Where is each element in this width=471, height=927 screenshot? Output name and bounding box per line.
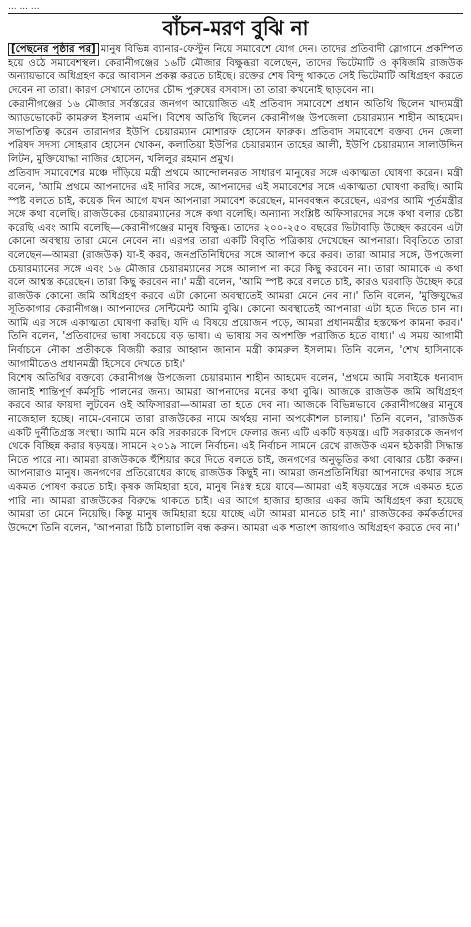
paragraph-1-text: মানুষ বিভিন্ন ব্যানার-ফেস্টুন নিয়ে সমাবেশে যোগ দেন। তাদের প্রতিবাদী স্লোগানে প্রকম্পিত হয়ে ওঠে সমাবেশস্থল। কেরানীগঞ্জের ১৬টি মৌজার বিক্ষুব্ধরা বলেছেন, তাদের ভিটেমাটি ও কৃষিজমি রাজউক অন্যায়ভাবে অধিগ্রহণ করে আবাসন প্রকল্প করতে চাইছে। রক্তের শেষ বিন্দু থাকতে সেই ভিটেমাটি অধিগ্রহণ করতে দেবেন না তারা। কারণ সেখানে তাদের চৌদ্দ পুরুষের বসবাস। তা তারা কখনোই ছাড়বেন না।	[8, 44, 463, 96]
article-body	[8, 43, 463, 535]
paragraph-3: প্রতিবাদ সমাবেশের মঞ্চে দাঁড়িয়ে মন্ত্রী প্রথমে আন্দোলনরত সাধারণ মানুষের সঙ্গে একাত্মতা ঘোষণা করেন। মন্ত্রী বলেন, 'আমি প্রথমে আপনাদের এই দাবির সঙ্গে, আপনাদের এই সমাবেশের সঙ্গে একাত্মতা ঘোষণা করছি। আমি স্পষ্ট বলতে চাই, কয়েক দিন আগে যখন আপনারা সমাবেশ করেছেন, মানববন্ধন করেছেন, এরপর আমি পূর্তমন্ত্রীর সঙ্গে কথা বলেছি। রাজউকের চেয়ারম্যানের সঙ্গে কথা বলেছি। অন্যান্য সংশ্লিষ্ট অফিসারদের সঙ্গে কথা বলার চেষ্টা করেছি এবং আমি বলেছি—কেরানীগঞ্জের মানুষ বিক্ষুব্ধ। তাদের ২০০-২৫০ বছরের ভিটাবাড়ি উচ্ছেদ করবেন এটা কোনো অবস্থায় তারা মেনে নেবেন না। এরপর তারা একটি বিবৃতি পত্রিকায় দেখেছেন আপনারা। বিবৃতিতে তারা বলেছেন—আমরা (রাজউক) যা-ই করব, জনপ্রতিনিধিদের সঙ্গে আলাপ করে করব। তারা আমার সঙ্গে, উপজেলা চেয়ারম্যানের সঙ্গে এবং ১৬ মৌজার চেয়ারম্যানের সঙ্গে আলাপ না করে কিছু করবেন না। তারা আমাকে এ কথা বলে আশ্বস্ত করেছেন। তারা কিছু করবেন না।' মন্ত্রী বলেন, 'আমি স্পষ্ট করে বলতে চাই, কারও ঘরবাড়ি উচ্ছেদ করে রাজউক কোনো জমি অধিগ্রহণ করবে এটা কোনো অবস্থাতেই আমরা মেনে নেব না।' তিনি বলেন, 'মুক্তিযুদ্ধের সূতিকাগার কেরানীগঞ্জ। আপনাদের সেন্টিমেন্ট আমি বুঝি। কোনো অবস্থাতেই আপনারা এটা হতে দিতে চান না। আমি এর সঙ্গে একাত্মতা ঘোষণা করছি। যদি এ বিষয়ে প্রয়োজন পড়ে, আমরা প্রধানমন্ত্রীর হস্তক্ষেপ কামনা করব।' তিনি বলেন, 'প্রতিবাদের ভাষা সবচেয়ে বড় ভাষা। এ ভাষায় সব অপশক্তি পরাজিত হতে বাধ্য।' এ সময় আগামী নির্বাচনে নৌকা প্রতীককে বিজয়ী করার আহ্বান জানান মন্ত্রী কামরুল ইসলাম। তিনি বলেন, 'শেখ হাসিনাকে আগামীতেও প্রধানমন্ত্রী হিসেবে দেখতে চাই।'	[8, 168, 463, 370]
top-rule	[8, 13, 463, 14]
jump-tag: [পেছনের পৃষ্ঠার পর]	[8, 43, 99, 56]
top-cut-text: ... ... ...	[8, 2, 40, 12]
paragraph-1	[8, 43, 463, 97]
paragraph-2: কেরানীগঞ্জের ১৬ মৌজার সর্বস্তরের জনগণ আয়োজিত এই প্রতিবাদ সমাবেশে প্রধান অতিথি ছিলেন খাদ্যমন্ত্রী অ্যাডভোকেট কামরুল ইসলাম এমপি। বিশেষ অতিথি ছিলেন কেরানীগঞ্জ উপজেলা চেয়ারম্যান শাহীন আহমেদ। সভাপতিত্ব করেন তারানগর ইউপি চেয়ারম্যান মোশারফ হোসেন ফারুক। প্রতিবাদ সমাবেশে বক্তব্য দেন জেলা পরিষদ সদস্য সোহরাব হোসেন খোকন, কলাতিয়া ইউপির চেয়ারম্যান তাহের আলী, ইউপি চেয়ারম্যান সালাউদ্দিন লিটন, মুক্তিযোদ্ধা নাজির হোসেন, খলিলুর রহমান প্রমুখ।	[8, 99, 463, 165]
headline: বাঁচন-মরণ বুঝি না	[162, 16, 309, 40]
paragraph-4: বিশেষ অতিথির বক্তব্যে কেরানীগঞ্জ উপজেলা চেয়ারম্যান শাহীন আহমেদ বলেন, 'প্রথমে আমি সবাইকে ধন্যবাদ জানাই শান্তিপূর্ণ কর্মসূচি পালনের জন্য। আমরা আপনাদের মনের কথা বুঝি। আজকে রাজউক জমি অধিগ্রহণ করবে আর ফায়দা লুটবেন ওই অফিসাররা—আমরা তা হতে দেব না। আজকে বিভিন্নভাবে কেরানীগঞ্জের মানুষে নাজেহাল হচ্ছে। নামে-বেনামে তারা রাজউকের নামে অর্থহয় নানা অপকৌশল চালায়।' তিনি বলেন, 'রাজউক একটি দুর্নীতিগ্রস্ত সংস্থা। আমি মনে করি সরকারকে বিপদে ফেলার জন্য এটি একটি ষড়যন্ত্র। এটি সরকারকে জনগণ থেকে বিচ্ছিন্ন করার ষড়যন্ত্র। সামনে ২০১৯ সালে নির্বাচন। এই নির্বাচন সামনে রেখে রাজউক এমন হঠকারী সিদ্ধান্ত নিতে পারে না। আমরা রাজউককে হুঁশিয়ার করে দিতে বলতে চাই, জনগণের অনুভূতির কথা বোঝার চেষ্টা করুন। আপনারাও মানুষ। জনগণের প্রতিরোধের কাছে রাজউক কিছুই না। আমরা জনপ্রতিনিধিরা আপনাদের কথার সঙ্গে একমত পোষণ করতে চাই। কৃষক জমিহারা হবে, মানুষ নিঃস্ব হয়ে যাবে—আমরা এই ষড়যন্ত্রের সঙ্গে একমত হতে পারি না। আমরা রাজউকের বিরুদ্ধে থাকতে চাই। এর আগে হাজার হাজার একর জমি অধিগ্রহণ করা হয়েছে আমরা তা মেনে নিয়েছি। কিন্তু মানুষ জমিহারা হয়ে যাচ্ছে এটা আমরা মানতে চাই না।' রাজউকের কর্মকর্তাদের উদ্দেশে তিনি বলেন, 'আপনারা চিঠি চালাচালি বন্ধ করুন। আমরা এক শতাংশ জায়গাও অধিগ্রহণ করতে দেব না।'	[8, 373, 463, 534]
